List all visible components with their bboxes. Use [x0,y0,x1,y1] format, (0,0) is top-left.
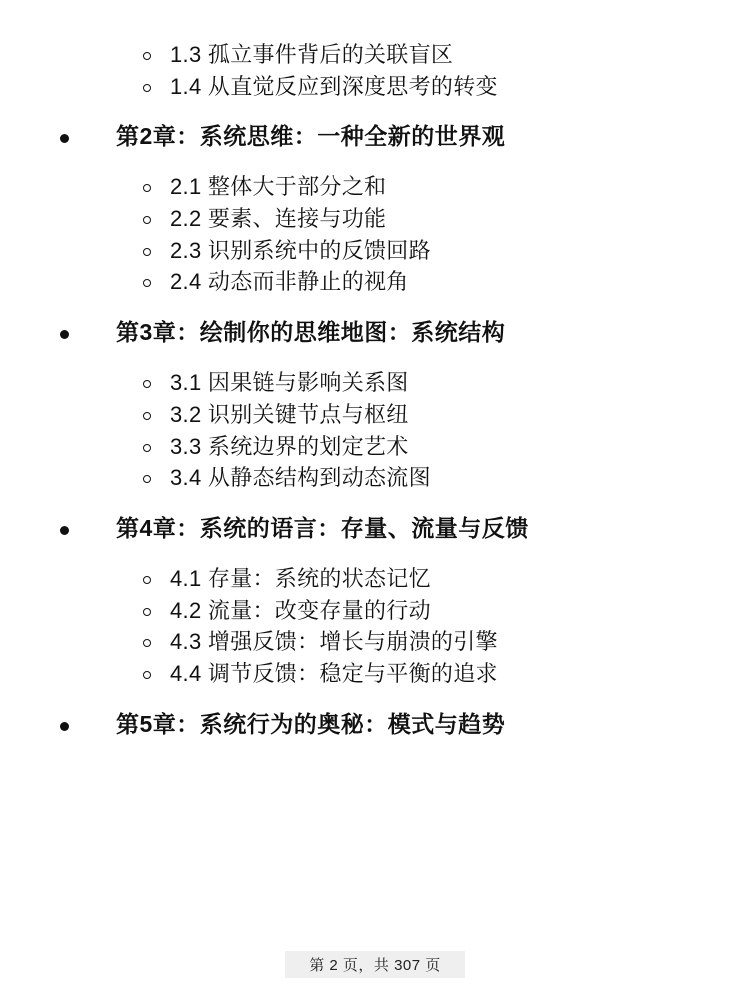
toc-item-label: 4.3 增强反馈：增长与崩溃的引擎 [170,629,498,655]
filled-bullet-icon [60,526,69,535]
toc-section-item[interactable] [60,204,690,234]
toc-section-item[interactable] [60,172,690,202]
hollow-bullet-icon [143,248,151,256]
toc-subgroup [60,172,690,297]
toc-item-label: 2.4 动态而非静止的视角 [170,269,409,295]
toc-item-label: 4.4 调节反馈：稳定与平衡的追求 [170,661,498,687]
toc-section-item[interactable] [60,40,690,70]
toc-item-label: 第3章：绘制你的思维地图：系统结构 [116,319,506,346]
toc-section-item[interactable] [60,236,690,266]
toc-chapter-item[interactable] [60,317,690,348]
toc-item-label: 2.2 要素、连接与功能 [170,206,387,232]
toc-item-label: 第2章：系统思维：一种全新的世界观 [116,123,506,150]
toc-item-label: 3.2 识别关键节点与枢纽 [170,401,409,427]
hollow-bullet-icon [143,639,151,647]
filled-bullet-icon [60,722,69,731]
hollow-bullet-icon [143,475,151,483]
toc-item-label: 3.3 系统边界的划定艺术 [170,433,409,459]
toc-section-item[interactable] [60,463,690,493]
toc-item-label: 2.3 识别系统中的反馈回路 [170,237,431,263]
hollow-bullet-icon [143,444,151,452]
toc-section-item[interactable] [60,72,690,102]
toc-section-list [60,368,690,493]
hollow-bullet-icon [143,52,151,60]
toc-subgroup [60,564,690,689]
toc-item-label: 3.4 从静态结构到动态流图 [170,465,431,491]
toc-item-label: 4.2 流量：改变存量的行动 [170,597,431,623]
toc-section-item[interactable] [60,659,690,689]
toc-section-item[interactable] [60,368,690,398]
hollow-bullet-icon [143,279,151,287]
toc-item-label: 1.4 从直觉反应到深度思考的转变 [170,73,498,99]
toc-section-item[interactable] [60,596,690,626]
page-footer: 第 2 页，共 307 页 [285,951,465,978]
toc-section-item[interactable] [60,564,690,594]
toc-item-label: 3.1 因果链与影响关系图 [170,370,409,396]
toc-item-label: 2.1 整体大于部分之和 [170,174,387,200]
toc-item-label: 第4章：系统的语言：存量、流量与反馈 [116,514,529,541]
filled-bullet-icon [60,134,69,143]
toc-section-item[interactable] [60,267,690,297]
toc-section-item[interactable] [60,432,690,462]
toc-section-item[interactable] [60,400,690,430]
hollow-bullet-icon [143,184,151,192]
toc-section-item[interactable] [60,627,690,657]
toc-section-list [60,564,690,689]
hollow-bullet-icon [143,576,151,584]
filled-bullet-icon [60,330,69,339]
hollow-bullet-icon [143,608,151,616]
table-of-contents [60,40,690,740]
toc-section-list [60,172,690,297]
toc-chapter-item[interactable] [60,709,690,740]
toc-chapter-item[interactable] [60,513,690,544]
hollow-bullet-icon [143,84,151,92]
hollow-bullet-icon [143,671,151,679]
toc-item-label: 第5章：系统行为的奥秘：模式与趋势 [116,710,506,737]
toc-subgroup [60,368,690,493]
hollow-bullet-icon [143,216,151,224]
hollow-bullet-icon [143,380,151,388]
toc-item-label: 4.1 存量：系统的状态记忆 [170,566,431,592]
hollow-bullet-icon [143,412,151,420]
toc-item-label: 1.3 孤立事件背后的关联盲区 [170,42,454,67]
toc-chapter-item[interactable] [60,121,690,152]
